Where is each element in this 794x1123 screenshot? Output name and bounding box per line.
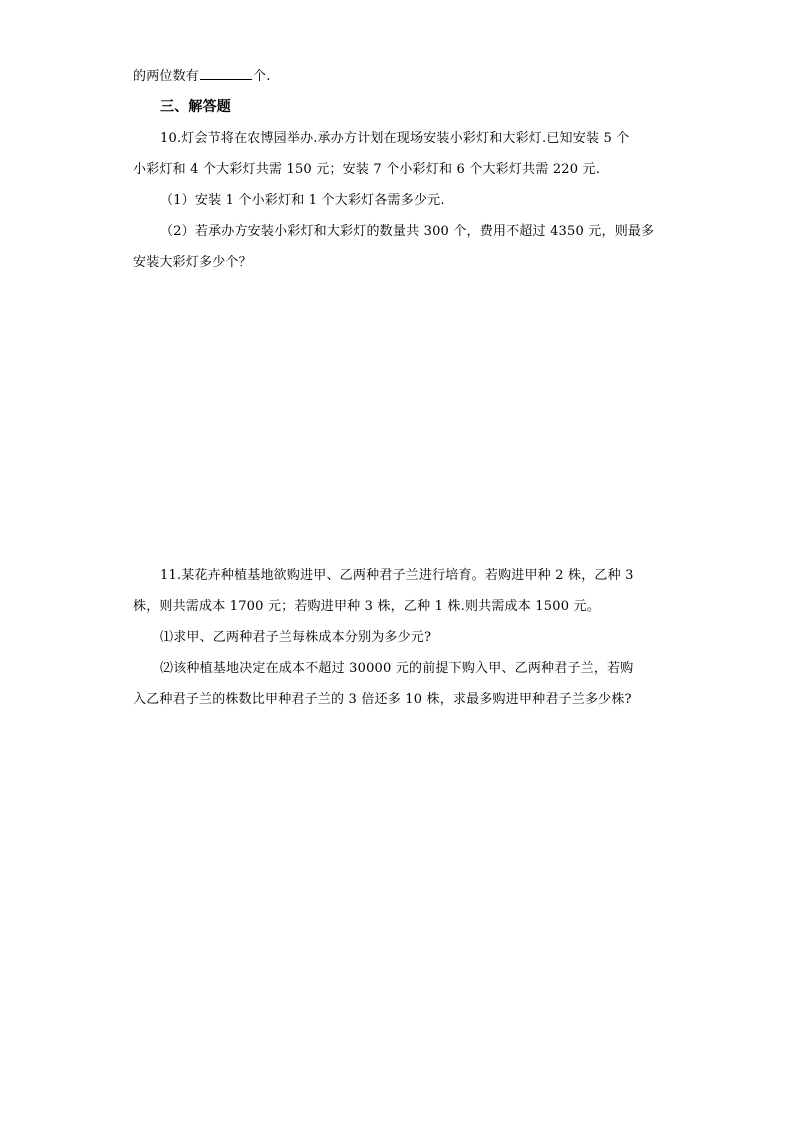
top-line	[133, 68, 271, 85]
top-line-suffix: 个.	[253, 69, 271, 84]
q11-part-1: ⑴求甲、乙两种君子兰每株成本分别为多少元?	[160, 630, 432, 645]
q10-line-2: 小彩灯和 4 个大彩灯共需 150 元；安装 7 个小彩灯和 6 个大彩灯共需 220 元.	[133, 162, 601, 177]
q11-line-2: 株，则共需成本 1700 元；若购进甲种 3 株，乙种 1 株.则共需成本 1500 元。	[133, 599, 600, 614]
top-line-text: 的两位数有	[133, 69, 200, 84]
q11-line-1: 11.某花卉种植基地欲购进甲、乙两种君子兰进行培育。若购进甲种 2 株，乙种 3	[160, 568, 634, 583]
q10-line-1: 10.灯会节将在农博园举办.承办方计划在现场安装小彩灯和大彩灯.已知安装 5 个	[160, 131, 630, 146]
q10-part-1: （1）安装 1 个小彩灯和 1 个大彩灯各需多少元.	[160, 193, 445, 208]
q11-part-2-line-2: 入乙种君子兰的株数比甲种君子兰的 3 倍还多 10 株，求最多购进甲种君子兰多少株?	[133, 692, 632, 707]
q10-part-2-line-2: 安装大彩灯多少个？	[133, 255, 252, 270]
answer-blank[interactable]	[200, 68, 252, 80]
q11-part-2-line-1: ⑵该种植基地决定在成本不超过 30000 元的前提下购入甲、乙两种君子兰，若购	[160, 661, 634, 676]
q10-part-2-line-1: （2）若承办方安装小彩灯和大彩灯的数量共 300 个，费用不超过 4350 元，则最多	[160, 224, 655, 239]
section-heading: 三、解答题	[160, 99, 231, 115]
